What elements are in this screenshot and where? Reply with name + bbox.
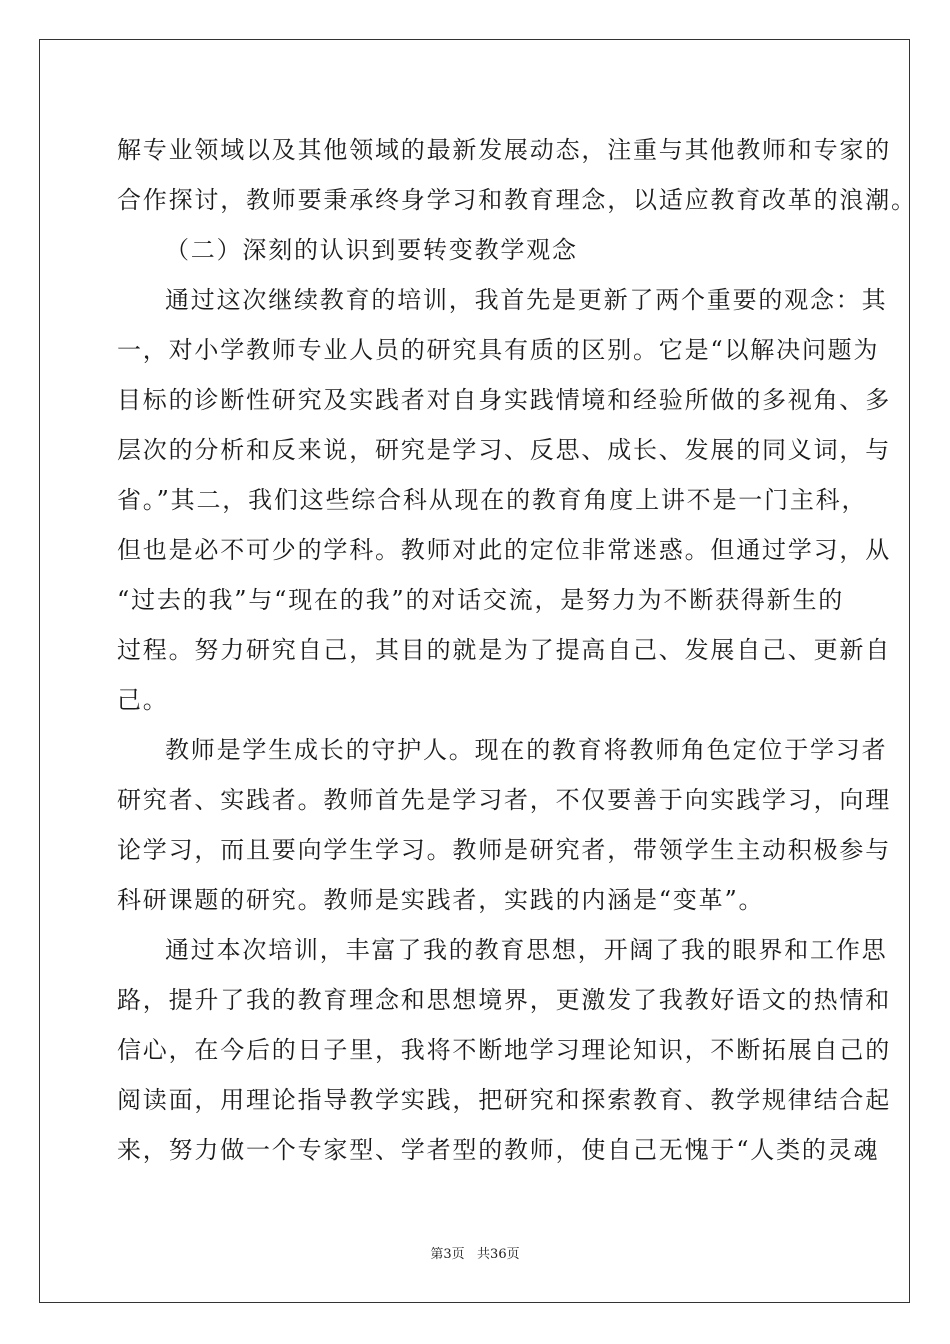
page-number-footer: 第3页 共36页 [430,1247,520,1262]
text-line-11: 过程。努力研究自己，其目的就是为了提高自己、发展自己、更新自 [117,636,891,664]
section-heading: （二）深刻的认识到要转变教学观念 [165,236,578,264]
text-line-10: “过去的我”与“现在的我”的对话交流，是努力为不断获得新生的 [117,586,845,614]
text-line-5: 一，对小学教师专业人员的研究具有质的区别。它是“以解决问题为 [117,336,880,364]
text-line-20: 阅读面，用理论指导教学实践，把研究和探索教育、教学规律结合起 [117,1086,891,1114]
text-line-13: 教师是学生成长的守护人。现在的教育将教师角色定位于学习者 [165,736,888,764]
text-line-9: 但也是必不可少的学科。教师对此的定位非常迷惑。但通过学习，从 [117,536,891,564]
text-line-8: 省。”其二，我们这些综合科从现在的教育角度上讲不是一门主科， [117,486,868,514]
text-line-16: 科研课题的研究。教师是实践者，实践的内涵是“变革”。 [117,886,765,914]
text-line-19: 信心，在今后的日子里，我将不断地学习理论知识，不断拓展自己的 [117,1036,891,1064]
text-line-21: 来，努力做一个专家型、学者型的教师，使自己无愧于“人类的灵魂 [117,1136,880,1164]
text-line-4: 通过这次继续教育的培训，我首先是更新了两个重要的观念：其 [165,286,888,314]
text-line-15: 论学习，而且要向学生学习。教师是研究者，带领学生主动积极参与 [117,836,891,864]
text-line-18: 路，提升了我的教育理念和思想境界，更激发了我教好语文的热情和 [117,986,891,1014]
text-line-14: 研究者、实践者。教师首先是学习者，不仅要善于向实践学习，向理 [117,786,891,814]
text-line-7: 层次的分析和反来说，研究是学习、反思、成长、发展的同义词，与 [117,436,891,464]
text-line-2: 合作探讨，教师要秉承终身学习和教育理念，以适应教育改革的浪潮。 [117,186,917,214]
text-line-17: 通过本次培训，丰富了我的教育思想，开阔了我的眼界和工作思 [165,936,888,964]
text-line-6: 目标的诊断性研究及实践者对自身实践情境和经验所做的多视角、多 [117,386,891,414]
text-line-1: 解专业领域以及其他领域的最新发展动态，注重与其他教师和专家的 [117,136,891,164]
text-line-12: 己。 [117,686,169,714]
